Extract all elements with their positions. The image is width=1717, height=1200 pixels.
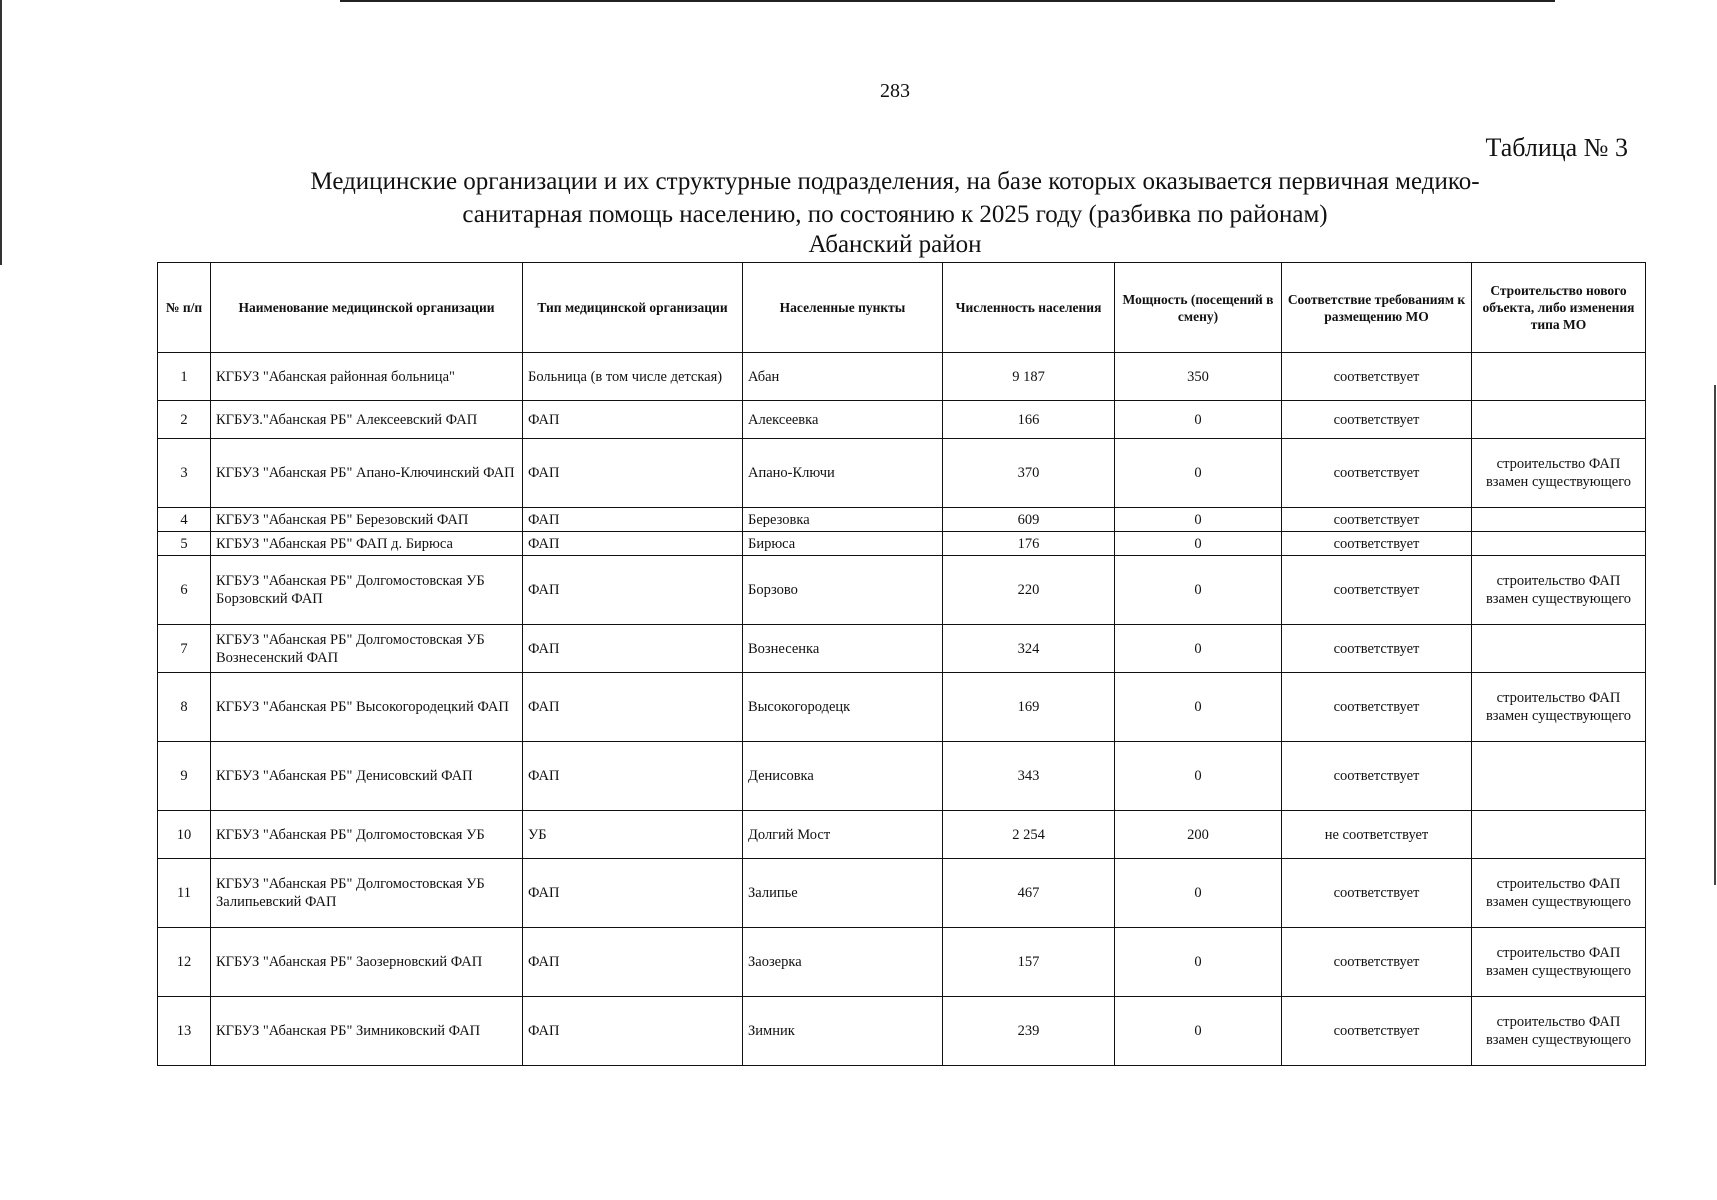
cell-population: 239 xyxy=(943,997,1115,1066)
cell-construction xyxy=(1472,742,1646,811)
table-row xyxy=(158,556,1646,625)
column-header-type: Тип медицинской организации xyxy=(523,263,743,353)
cell-num: 13 xyxy=(158,997,211,1066)
scan-top-rule xyxy=(340,0,1555,2)
cell-settlement: Алексеевка xyxy=(743,401,943,439)
cell-type: ФАП xyxy=(523,928,743,997)
cell-construction: строительство ФАП взамен существующего xyxy=(1472,997,1646,1066)
cell-population: 467 xyxy=(943,859,1115,928)
cell-org: КГБУЗ "Абанская РБ" ФАП д. Бирюса xyxy=(211,532,523,556)
cell-construction: строительство ФАП взамен существующего xyxy=(1472,673,1646,742)
cell-type: ФАП xyxy=(523,508,743,532)
column-header-capacity: Мощность (посещений в смену) xyxy=(1115,263,1282,353)
cell-num: 11 xyxy=(158,859,211,928)
cell-type: Больница (в том числе детская) xyxy=(523,353,743,401)
cell-org: КГБУЗ."Абанская РБ" Алексеевский ФАП xyxy=(211,401,523,439)
cell-construction: строительство ФАП взамен существующего xyxy=(1472,439,1646,508)
cell-compliance: соответствует xyxy=(1282,859,1472,928)
cell-type: ФАП xyxy=(523,625,743,673)
column-header-settlement: Населенные пункты xyxy=(743,263,943,353)
cell-settlement: Бирюса xyxy=(743,532,943,556)
cell-type: ФАП xyxy=(523,673,743,742)
cell-type: УБ xyxy=(523,811,743,859)
cell-capacity: 0 xyxy=(1115,673,1282,742)
cell-compliance: соответствует xyxy=(1282,439,1472,508)
cell-settlement: Зимник xyxy=(743,997,943,1066)
cell-compliance: соответствует xyxy=(1282,928,1472,997)
column-header-compliance: Соответствие требованиям к размещению МО xyxy=(1282,263,1472,353)
cell-capacity: 0 xyxy=(1115,508,1282,532)
cell-compliance: соответствует xyxy=(1282,742,1472,811)
cell-org: КГБУЗ "Абанская РБ" Апано-Ключинский ФАП xyxy=(211,439,523,508)
cell-settlement: Заозерка xyxy=(743,928,943,997)
cell-org: КГБУЗ "Абанская РБ" Денисовский ФАП xyxy=(211,742,523,811)
cell-num: 8 xyxy=(158,673,211,742)
table-row xyxy=(158,508,1646,532)
table-row xyxy=(158,928,1646,997)
cell-construction: строительство ФАП взамен существующего xyxy=(1472,556,1646,625)
cell-compliance: соответствует xyxy=(1282,532,1472,556)
cell-settlement: Залипье xyxy=(743,859,943,928)
cell-type: ФАП xyxy=(523,997,743,1066)
cell-population: 370 xyxy=(943,439,1115,508)
table-row xyxy=(158,353,1646,401)
cell-construction xyxy=(1472,532,1646,556)
cell-num: 7 xyxy=(158,625,211,673)
cell-capacity: 0 xyxy=(1115,532,1282,556)
cell-capacity: 200 xyxy=(1115,811,1282,859)
cell-num: 10 xyxy=(158,811,211,859)
cell-compliance: не соответствует xyxy=(1282,811,1472,859)
page-number: 283 xyxy=(880,80,910,102)
cell-construction xyxy=(1472,811,1646,859)
cell-capacity: 0 xyxy=(1115,625,1282,673)
column-header-construction: Строительство нового объекта, либо изменения типа МО xyxy=(1472,263,1646,353)
scan-left-edge xyxy=(0,0,2,265)
facilities-table xyxy=(157,262,1646,1066)
cell-type: ФАП xyxy=(523,439,743,508)
cell-population: 609 xyxy=(943,508,1115,532)
cell-num: 1 xyxy=(158,353,211,401)
table-row xyxy=(158,439,1646,508)
cell-compliance: соответствует xyxy=(1282,673,1472,742)
cell-settlement: Долгий Мост xyxy=(743,811,943,859)
table-row xyxy=(158,859,1646,928)
cell-settlement: Денисовка xyxy=(743,742,943,811)
cell-org: КГБУЗ "Абанская РБ" Долгомостовская УБ Вознесенский ФАП xyxy=(211,625,523,673)
cell-num: 2 xyxy=(158,401,211,439)
cell-settlement: Борзово xyxy=(743,556,943,625)
cell-settlement: Высокогородецк xyxy=(743,673,943,742)
cell-settlement: Абан xyxy=(743,353,943,401)
cell-capacity: 0 xyxy=(1115,997,1282,1066)
cell-population: 157 xyxy=(943,928,1115,997)
cell-compliance: соответствует xyxy=(1282,625,1472,673)
cell-settlement: Березовка xyxy=(743,508,943,532)
table-row xyxy=(158,997,1646,1066)
cell-compliance: соответствует xyxy=(1282,353,1472,401)
cell-population: 9 187 xyxy=(943,353,1115,401)
cell-capacity: 0 xyxy=(1115,439,1282,508)
cell-compliance: соответствует xyxy=(1282,556,1472,625)
table-row xyxy=(158,625,1646,673)
cell-population: 2 254 xyxy=(943,811,1115,859)
cell-capacity: 0 xyxy=(1115,401,1282,439)
cell-settlement: Апано-Ключи xyxy=(743,439,943,508)
cell-type: ФАП xyxy=(523,859,743,928)
title-line-2: санитарная помощь населению, по состоянию к 2025 году (разбивка по районам) xyxy=(462,201,1328,228)
title-line-1: Медицинские организации и их структурные подразделения, на базе которых оказывается первичная медико- xyxy=(310,168,1480,195)
cell-capacity: 0 xyxy=(1115,742,1282,811)
cell-org: КГБУЗ "Абанская РБ" Долгомостовская УБ xyxy=(211,811,523,859)
cell-construction: строительство ФАП взамен существующего xyxy=(1472,859,1646,928)
scan-right-edge xyxy=(1714,385,1716,885)
cell-type: ФАП xyxy=(523,556,743,625)
column-header-population: Численность населения xyxy=(943,263,1115,353)
column-header-org: Наименование медицинской организации xyxy=(211,263,523,353)
table-row xyxy=(158,401,1646,439)
cell-population: 166 xyxy=(943,401,1115,439)
cell-org: КГБУЗ "Абанская РБ" Заозерновский ФАП xyxy=(211,928,523,997)
cell-construction: строительство ФАП взамен существующего xyxy=(1472,928,1646,997)
cell-construction xyxy=(1472,401,1646,439)
column-header-num: № п/п xyxy=(158,263,211,353)
cell-org: КГБУЗ "Абанская районная больница" xyxy=(211,353,523,401)
cell-capacity: 0 xyxy=(1115,556,1282,625)
cell-population: 324 xyxy=(943,625,1115,673)
cell-num: 4 xyxy=(158,508,211,532)
table-row xyxy=(158,532,1646,556)
cell-compliance: соответствует xyxy=(1282,997,1472,1066)
cell-num: 5 xyxy=(158,532,211,556)
document-title xyxy=(200,165,1590,258)
cell-population: 220 xyxy=(943,556,1115,625)
cell-capacity: 350 xyxy=(1115,353,1282,401)
cell-population: 176 xyxy=(943,532,1115,556)
district-name: Абанский район xyxy=(808,231,982,258)
table-row xyxy=(158,811,1646,859)
cell-org: КГБУЗ "Абанская РБ" Высокогородецкий ФАП xyxy=(211,673,523,742)
cell-type: ФАП xyxy=(523,742,743,811)
cell-type: ФАП xyxy=(523,532,743,556)
table-row xyxy=(158,673,1646,742)
cell-org: КГБУЗ "Абанская РБ" Березовский ФАП xyxy=(211,508,523,532)
table-header-row xyxy=(158,263,1646,353)
cell-org: КГБУЗ "Абанская РБ" Долгомостовская УБ Борзовский ФАП xyxy=(211,556,523,625)
cell-compliance: соответствует xyxy=(1282,508,1472,532)
cell-construction xyxy=(1472,508,1646,532)
cell-num: 6 xyxy=(158,556,211,625)
cell-compliance: соответствует xyxy=(1282,401,1472,439)
table-row xyxy=(158,742,1646,811)
cell-settlement: Вознесенка xyxy=(743,625,943,673)
cell-num: 3 xyxy=(158,439,211,508)
cell-capacity: 0 xyxy=(1115,928,1282,997)
cell-population: 169 xyxy=(943,673,1115,742)
cell-num: 9 xyxy=(158,742,211,811)
cell-construction xyxy=(1472,625,1646,673)
cell-population: 343 xyxy=(943,742,1115,811)
cell-num: 12 xyxy=(158,928,211,997)
cell-construction xyxy=(1472,353,1646,401)
table-number: Таблица № 3 xyxy=(1485,133,1628,162)
cell-org: КГБУЗ "Абанская РБ" Долгомостовская УБ Залипьевский ФАП xyxy=(211,859,523,928)
cell-org: КГБУЗ "Абанская РБ" Зимниковский ФАП xyxy=(211,997,523,1066)
cell-type: ФАП xyxy=(523,401,743,439)
cell-capacity: 0 xyxy=(1115,859,1282,928)
